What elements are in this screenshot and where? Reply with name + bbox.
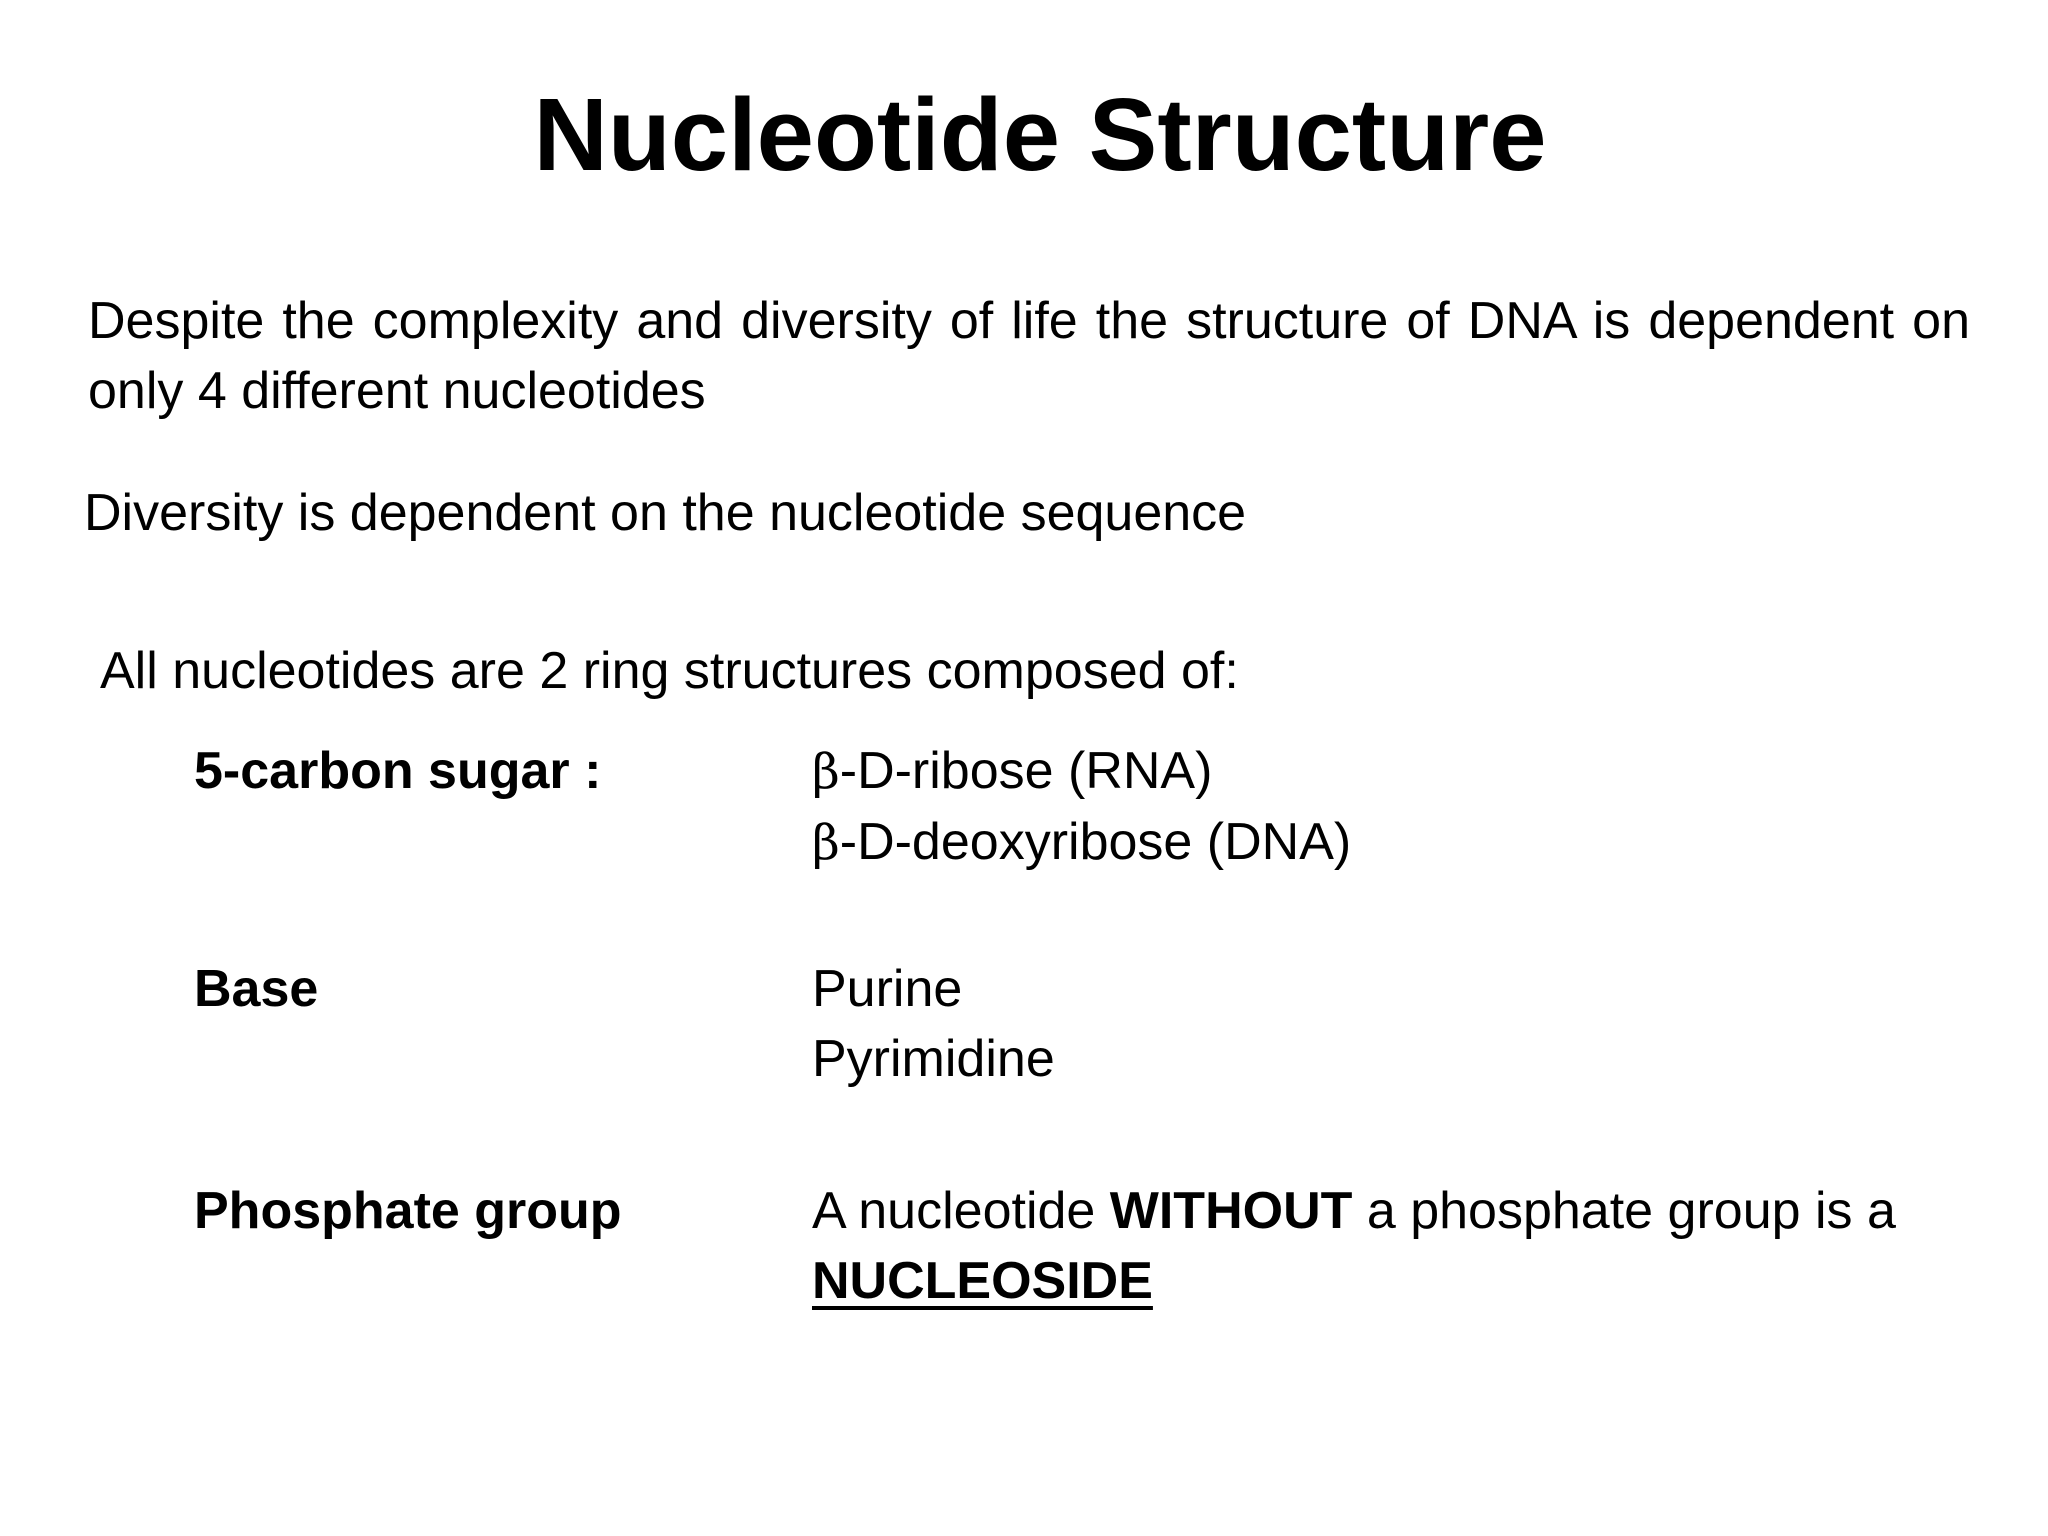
slide-title: Nucleotide Structure: [533, 77, 1547, 192]
sugar-value-ribose: [812, 736, 1351, 807]
sugar-value-deoxyribose: [812, 807, 1351, 878]
sugar-value-deoxyribose-text: -D-deoxyribose (DNA): [839, 813, 1352, 871]
base-value-purine: Purine: [812, 960, 963, 1018]
base-value-pyrimidine: Pyrimidine: [812, 1030, 1055, 1088]
sugar-value-ribose-text: -D-ribose (RNA): [839, 742, 1213, 800]
phosphate-label: Phosphate group: [194, 1182, 622, 1240]
phosphate-note-line2: [812, 1246, 1896, 1316]
sugar-label: 5-carbon sugar :: [194, 742, 602, 800]
base-label: Base: [194, 960, 319, 1018]
intro-paragraph-complexity: Despite the complexity and diversity of life the structure of DNA is dependent on only 4 different nucleotides: [88, 292, 1970, 420]
intro-paragraph-diversity: Diversity is dependent on the nucleotide sequence: [84, 484, 1247, 542]
phosphate-note-text1: A nucleotide: [812, 1182, 1110, 1240]
beta-symbol: β: [812, 815, 840, 871]
beta-symbol: β: [812, 744, 840, 800]
phosphate-note: [812, 1176, 1896, 1316]
nucleoside-term: NUCLEOSIDE: [812, 1252, 1153, 1310]
phosphate-note-text2: a phosphate group is a: [1352, 1182, 1896, 1240]
phosphate-note-line1: [812, 1176, 1896, 1246]
intro-paragraph-composition: All nucleotides are 2 ring structures composed of:: [100, 642, 1239, 700]
base-values: [812, 954, 1055, 1094]
phosphate-note-without: WITHOUT: [1109, 1182, 1353, 1240]
sugar-values: [812, 736, 1351, 878]
